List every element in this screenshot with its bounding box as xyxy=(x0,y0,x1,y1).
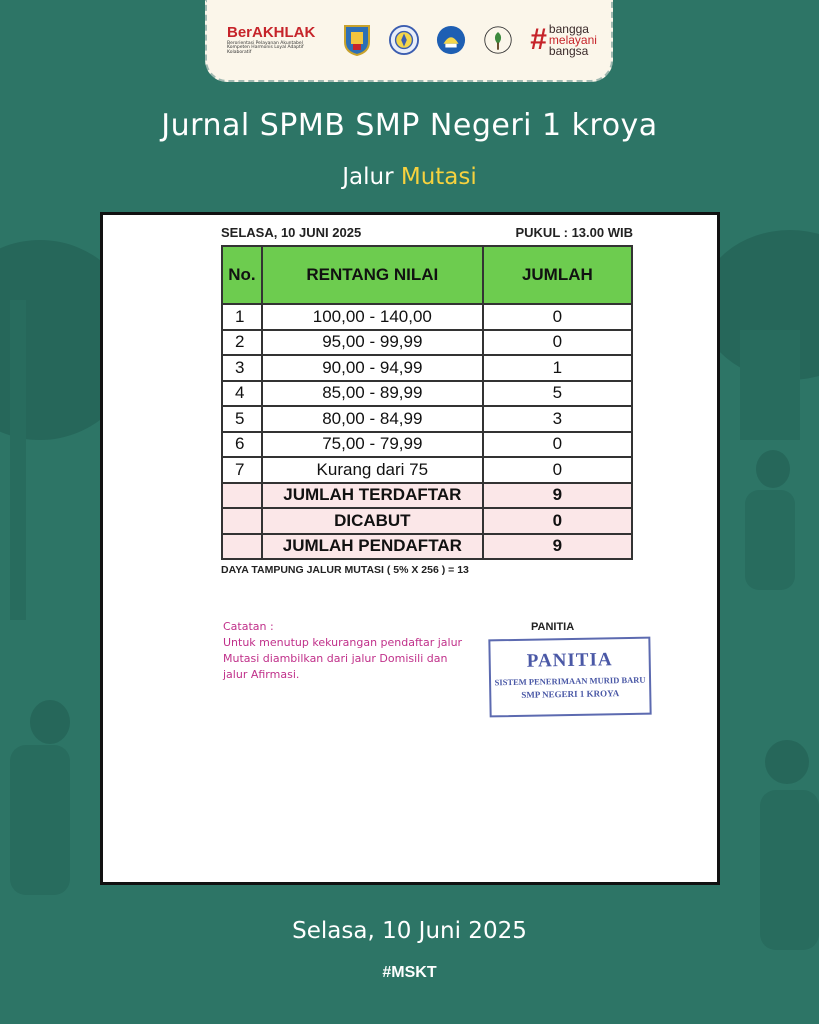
summary-cell xyxy=(222,534,262,560)
document-date: SELASA, 10 JUNI 2025 xyxy=(221,225,362,240)
row-count: 1 xyxy=(483,355,632,381)
row-range: 80,00 - 84,99 xyxy=(262,406,483,432)
notes-body: Untuk menutup kekurangan pendaftar jalur Mutasi diambilkan dari jalur Domisili dan jalur Afirmasi. xyxy=(223,636,463,681)
column-header-count: JUMLAH xyxy=(483,246,632,304)
row-count: 0 xyxy=(483,457,632,483)
row-no: 7 xyxy=(222,457,262,483)
stamp-title: PANITIA xyxy=(526,649,613,672)
bangga-line: bangsa xyxy=(548,43,589,58)
row-no: 4 xyxy=(222,381,262,407)
row-count: 0 xyxy=(483,304,632,330)
table-row xyxy=(222,330,632,356)
berakhlak-brand: BerAKHLAK xyxy=(227,23,316,41)
row-count: 5 xyxy=(483,381,632,407)
notes-block xyxy=(223,619,473,683)
summary-count: 9 xyxy=(483,483,632,509)
summary-label: JUMLAH PENDAFTAR xyxy=(262,534,483,560)
background-tree-trunk xyxy=(10,300,26,620)
row-range: 95,00 - 99,99 xyxy=(262,330,483,356)
summary-count: 9 xyxy=(483,534,632,560)
background-window xyxy=(740,330,800,440)
berakhlak-tagline: Berorientasi Pelayanan Akuntabel Kompeten Harmonis Loyal Adaptif Kolaboratif xyxy=(227,40,304,55)
bangga-hash: # xyxy=(530,23,547,56)
summary-cell xyxy=(222,508,262,534)
summary-label: JUMLAH TERDAFTAR xyxy=(262,483,483,509)
berakhlak-logo xyxy=(227,25,325,56)
row-no: 5 xyxy=(222,406,262,432)
school-emblem-icon xyxy=(389,25,419,55)
background-figure-head xyxy=(756,450,790,488)
row-no: 3 xyxy=(222,355,262,381)
footer-date: Selasa, 10 Juni 2025 xyxy=(292,918,527,944)
table-row xyxy=(222,355,632,381)
table-row xyxy=(222,432,632,458)
tut-wuri-handayani-icon xyxy=(436,25,466,55)
cilacap-emblem-icon xyxy=(342,25,372,55)
row-count: 0 xyxy=(483,330,632,356)
row-range: 75,00 - 79,99 xyxy=(262,432,483,458)
table-header-row xyxy=(222,246,632,304)
row-no: 1 xyxy=(222,304,262,330)
logo-bar xyxy=(205,0,613,82)
background-figure-body xyxy=(10,745,70,895)
subtitle-prefix: Jalur xyxy=(342,164,394,190)
table-row xyxy=(222,457,632,483)
column-header-no: No. xyxy=(222,246,262,304)
background-figure-body xyxy=(745,490,795,590)
background-ball xyxy=(765,740,809,784)
bangga-line: bangga xyxy=(548,21,589,36)
column-header-range: RENTANG NILAI xyxy=(262,246,483,304)
page-title: Jurnal SPMB SMP Negeri 1 kroya xyxy=(161,108,658,143)
document-header xyxy=(221,225,633,245)
bangga-line: melayani xyxy=(548,32,597,47)
committee-label: PANITIA xyxy=(531,621,575,633)
background-figure-head xyxy=(30,700,70,744)
committee-stamp xyxy=(488,637,651,718)
table-row xyxy=(222,304,632,330)
document-time: PUKUL : 13.00 WIB xyxy=(515,225,633,240)
page-subtitle xyxy=(0,164,819,190)
row-count: 3 xyxy=(483,406,632,432)
summary-row-applicants xyxy=(222,534,632,560)
stamp-line: SMP NEGERI 1 KROYA xyxy=(521,688,620,700)
row-range: 90,00 - 94,99 xyxy=(262,355,483,381)
row-range: Kurang dari 75 xyxy=(262,457,483,483)
summary-row-registered xyxy=(222,483,632,509)
summary-count: 0 xyxy=(483,508,632,534)
row-no: 6 xyxy=(222,432,262,458)
adiwiyata-icon xyxy=(483,25,513,55)
stamp-line: SISTEM PENERIMAAN MURID BARU xyxy=(494,674,646,688)
row-range: 85,00 - 89,99 xyxy=(262,381,483,407)
row-count: 0 xyxy=(483,432,632,458)
document-card xyxy=(100,212,720,885)
capacity-note: DAYA TAMPUNG JALUR MUTASI ( 5% X 256 ) = 13 xyxy=(221,564,469,576)
footer-hashtag: #MSKT xyxy=(382,964,437,981)
row-no: 2 xyxy=(222,330,262,356)
table-row xyxy=(222,406,632,432)
bangga-melayani-bangsa-logo xyxy=(530,21,597,58)
summary-cell xyxy=(222,483,262,509)
summary-row-withdrawn xyxy=(222,508,632,534)
summary-label: DICABUT xyxy=(262,508,483,534)
row-range: 100,00 - 140,00 xyxy=(262,304,483,330)
subtitle-highlight: Mutasi xyxy=(400,164,477,190)
notes-title: Catatan : xyxy=(223,620,274,633)
table-row xyxy=(222,381,632,407)
score-range-table xyxy=(221,245,633,560)
result-table-area xyxy=(221,225,633,576)
